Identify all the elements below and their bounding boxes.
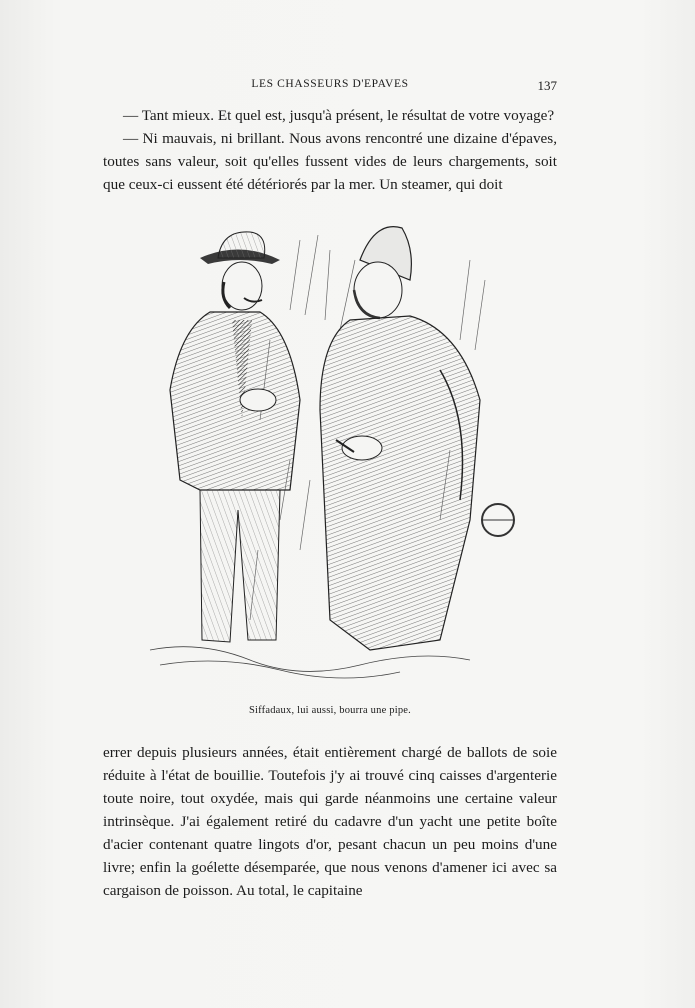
figure-caption: Siffadaux, lui aussi, bourra une pipe. [249, 705, 411, 716]
paragraph: — Ni mauvais, ni brillant. Nous avons rencontré une dizaine d'épaves, toutes sans valeur, soit qu'elles fussent vides de leurs chargements, soit que ceux-ci eussent été détériorés par la mer. Un steamer, qui doit [103, 130, 557, 193]
page-number: 137 [537, 78, 557, 93]
paragraph: — Tant mieux. Et quel est, jusqu'à présent, le résultat de votre voyage? [123, 107, 555, 124]
top-text-block [103, 104, 557, 196]
paragraph: errer depuis plusieurs années, était entièrement chargé de ballots de soie réduite à l'état de bouillie. Toutefois j'y ai trouvé cinq caisses d'argenterie toute noire, tout oxydée, mais qui garde néanmoins une certaine valeur intrinsèque. J'ai également retiré du cadavre d'un yacht une petite boîte d'acier contenant quatre lingots d'or, pesant chacun un peu moins d'une livre; enfin la goélette désemparée, que nous venons d'amener ici avec sa cargaison de poisson. Au total, le capitaine [103, 744, 557, 899]
running-header [103, 78, 557, 96]
running-title: LES CHASSEURS D'EPAVES [251, 78, 409, 90]
engraving-illustration [140, 220, 530, 690]
engraving-illustration-icon [140, 220, 530, 690]
bottom-text-block [103, 741, 557, 902]
